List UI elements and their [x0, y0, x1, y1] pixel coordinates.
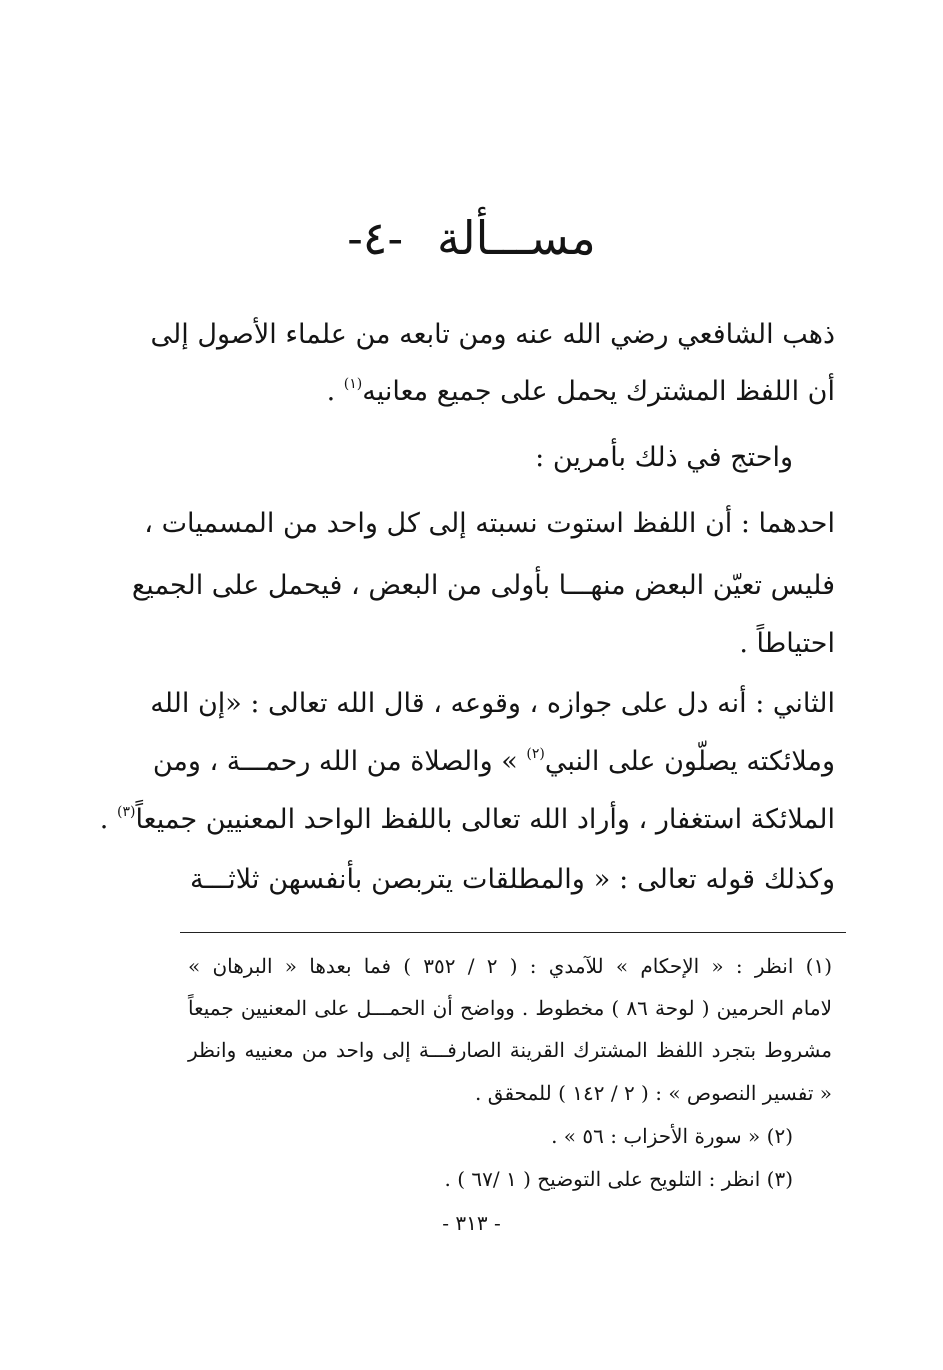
section-title: مســـألة — [437, 211, 596, 265]
footnote-3: (٣) انظر : التلويح على التوضيح ( ١ /٦٧ ) . — [444, 1167, 793, 1191]
paragraph-1-line-1: ذهب الشافعي رضي الله عنه ومن تابعه من علماء الأصول إلى — [150, 319, 835, 350]
paragraph-1-line-2 — [190, 372, 835, 412]
section-heading — [0, 208, 943, 268]
section-number: -٤- — [347, 211, 403, 265]
paragraph-3-line-3: احتياطاً . — [739, 628, 835, 659]
footnote-ref-2: (٢) — [526, 746, 545, 762]
paragraph-2-line-1: واحتج في ذلك بأمرين : — [535, 442, 793, 473]
footnote-1-line-3: مشروط بتجرد اللفظ المشترك القرينة الصارفـــة إلى واحد من معنييه وانظر — [188, 1038, 832, 1062]
paragraph-4-line-1: الثاني : أنه دل على جوازه ، وقوعه ، قال الله تعالى : «إن الله — [150, 688, 835, 719]
footnote-ref-1: (١) — [343, 376, 363, 392]
footnote-2: (٢) « سورة الأحزاب : ٥٦ » . — [551, 1124, 793, 1148]
footnote-1-line-1: (١) انظر : « الإحكام » للآمدي : ( ٢ / ٣٥٢ ) فما بعدها « البرهان » — [188, 954, 832, 978]
paragraph-4-line-3-end: . — [99, 804, 117, 835]
paragraph-3-line-1: احدهما : أن اللفظ استوت نسبته إلى كل واحد من المسميات ، — [144, 508, 835, 539]
paragraph-3-line-2: فليس تعيّن البعض منهـــا بأولى من البعض ، فيحمل على الجميع — [131, 570, 835, 601]
footnote-divider — [180, 932, 846, 933]
paragraph-4-line-2-end: » والصلاة من الله رحمـــة ، ومن — [152, 746, 527, 777]
paragraph-5-line-1: وكذلك قوله تعالى : « والمطلقات يتربصن بأنفسهن ثلاثـــة — [190, 864, 835, 895]
paragraph-4-line-3 — [99, 800, 835, 840]
paragraph-4-line-3-text: الملائكة استغفار ، وأراد الله تعالى باللفظ الواحد المعنيين جميعاً — [135, 804, 835, 835]
paragraph-4-line-2-text: وملائكته يصلّون على النبي — [544, 746, 835, 777]
paragraph-4-line-2 — [152, 742, 835, 782]
paragraph-1-line-2-text: أن اللفظ المشترك يحمل على جميع معانيه — [362, 376, 835, 407]
paragraph-1-line-2-end: . — [326, 376, 344, 407]
footnote-1-line-4: « تفسير النصوص » : ( ٢ / ١٤٢ ) للمحقق . — [475, 1081, 832, 1105]
footnote-ref-3: (٣) — [116, 804, 136, 820]
page-number: - ٣١٣ - — [442, 1211, 501, 1235]
footnote-1-line-2: لامام الحرمين ( لوحة ٨٦ ) مخطوط . وواضح أن الحمـــل على المعنيين جميعاً — [188, 996, 832, 1020]
